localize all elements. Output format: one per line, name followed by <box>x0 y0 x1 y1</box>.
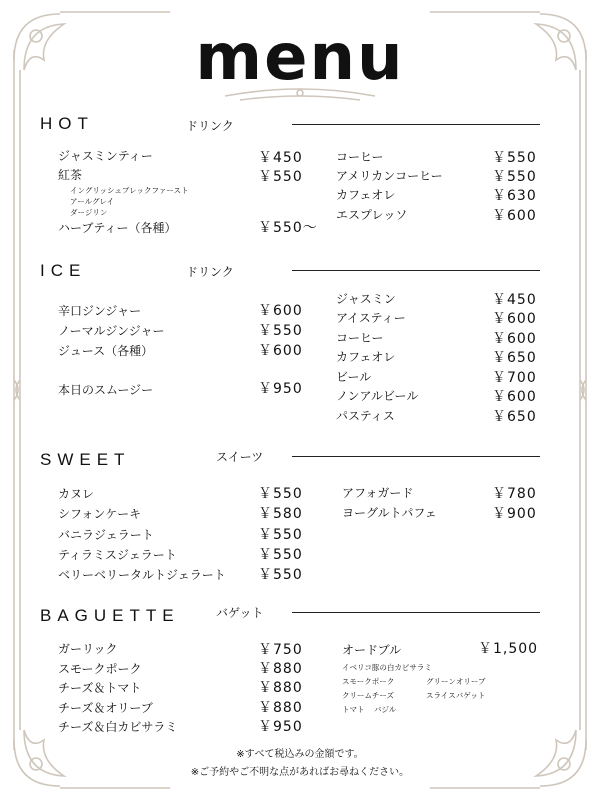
menu-item-name: シフォンケーキ <box>58 507 142 521</box>
menu-item-name: エスプレッソ <box>336 208 408 222</box>
menu-item-name: ノンアルビール <box>336 389 419 403</box>
menu-item-price: ￥600 <box>492 208 537 224</box>
footer-note-tax: ※すべて税込みの金額です。 <box>236 749 364 760</box>
menu-item-price: ￥600 <box>492 389 537 405</box>
menu-item-name: チーズ＆トマト <box>58 681 142 695</box>
menu-item-name: ジュース（各種） <box>58 344 154 358</box>
menu-item-name: ビール <box>336 370 372 384</box>
menu-item-name: ティラミスジェラート <box>58 548 177 562</box>
menu-item-price: ￥880 <box>258 661 303 677</box>
tea-type: イングリッシュブレックファースト <box>70 186 189 195</box>
menu-item-name: ガーリック <box>58 642 118 656</box>
menu-item-price: ￥650 <box>492 350 537 366</box>
section-subtitle-sweet: スイーツ <box>216 450 264 464</box>
hors-doeuvre-content: グリーンオリーブ <box>426 677 486 686</box>
hors-doeuvre-content: スモークポーク <box>342 677 395 686</box>
hors-doeuvre-content: バジル <box>374 705 397 714</box>
menu-item-price: ￥600 <box>258 343 303 359</box>
menu-item-name: アフォガード <box>342 486 414 500</box>
menu-item-price: ￥550 <box>258 169 303 185</box>
hors-doeuvre-content: スライスバゲット <box>426 691 486 700</box>
menu-item-price: ￥950 <box>258 719 303 735</box>
menu-item-price: ￥550 <box>258 323 303 339</box>
menu-item-price: ￥550 <box>258 486 303 502</box>
menu-item-price: ￥550 <box>258 527 303 543</box>
menu-item-name: 辛口ジンジャー <box>58 304 142 318</box>
menu-item-price: ￥550〜 <box>258 220 318 236</box>
menu-item-name: ハーブティー（各種） <box>58 221 177 235</box>
menu-item-price: ￥700 <box>492 370 537 386</box>
menu-item-price: ￥550 <box>492 169 537 185</box>
menu-item-price: ￥550 <box>258 547 303 563</box>
menu-item-name: カヌレ <box>58 487 95 501</box>
menu-item-name: ジャスミンティー <box>58 149 153 163</box>
menu-item-name: カフェオレ <box>336 188 396 202</box>
menu-item-name: カフェオレ <box>336 350 396 364</box>
section-title-sweet: SWEET <box>40 450 131 469</box>
section-subtitle-ice: ドリンク <box>186 265 234 279</box>
menu-item-price: ￥900 <box>492 506 537 522</box>
menu-item-name: 本日のスムージー <box>58 383 154 397</box>
tea-type: アールグレイ <box>70 197 115 206</box>
hors-doeuvre-name: オードブル <box>342 643 402 657</box>
menu-item-name: コーヒー <box>336 331 384 345</box>
menu-item-price: ￥550 <box>492 150 537 166</box>
menu-item-price: ￥950 <box>258 381 303 397</box>
menu-item-name: チーズ＆オリーブ <box>58 701 153 715</box>
tea-type: ダージリン <box>70 208 108 217</box>
menu-item-price: ￥650 <box>492 409 537 425</box>
section-divider <box>292 270 540 271</box>
menu-item-price: ￥600 <box>492 311 537 327</box>
section-title-baguette: BAGUETTE <box>40 606 180 625</box>
menu-item-price: ￥450 <box>492 292 537 308</box>
menu-item-price: ￥880 <box>258 700 303 716</box>
section-subtitle-hot: ドリンク <box>186 119 234 133</box>
menu-item-price: ￥580 <box>258 506 303 522</box>
menu-item-price: ￥550 <box>258 567 303 583</box>
menu-item-name: ノーマルジンジャー <box>58 324 165 338</box>
menu-item-name: バニラジェラート <box>58 528 154 542</box>
hors-doeuvre-content: イベリコ豚の白カビサラミ <box>342 663 432 672</box>
menu-item-name: コーヒー <box>336 150 384 164</box>
page-title: menu <box>195 21 405 95</box>
menu-item-price: ￥780 <box>492 486 537 502</box>
menu-item-price: ￥450 <box>258 150 303 166</box>
menu-item-name: ヨーグルトパフェ <box>342 506 437 520</box>
menu-item-name: スモークポーク <box>58 662 142 676</box>
menu-item-price: ￥880 <box>258 680 303 696</box>
menu-item-name: アメリカンコーヒー <box>336 169 443 183</box>
hors-doeuvre-price: ￥1,500 <box>478 641 539 657</box>
menu-item-name: ベリーベリータルトジェラート <box>58 568 226 582</box>
section-divider <box>292 456 540 457</box>
menu-item-price: ￥630 <box>492 188 537 204</box>
hors-doeuvre-content: トマト <box>342 705 365 714</box>
section-title-hot: HOT <box>40 114 94 133</box>
section-divider <box>292 612 540 613</box>
menu-item-name: 紅茶 <box>58 168 83 182</box>
section-divider <box>292 124 540 125</box>
footer-note-contact: ※ご予約やご不明な点があればお尋ねください。 <box>190 767 410 778</box>
hors-doeuvre-content: クリームチーズ <box>342 691 394 700</box>
section-subtitle-baguette: バゲット <box>216 606 264 620</box>
menu-item-name: パスティス <box>336 409 395 423</box>
menu-item-price: ￥750 <box>258 642 303 658</box>
menu-item-price: ￥600 <box>258 303 303 319</box>
menu-item-name: ジャスミン <box>336 292 396 306</box>
menu-item-price: ￥600 <box>492 331 537 347</box>
section-title-ice: ICE <box>40 261 87 280</box>
menu-item-name: アイスティー <box>336 311 406 325</box>
menu-item-name: チーズ＆白カビサラミ <box>58 720 178 734</box>
